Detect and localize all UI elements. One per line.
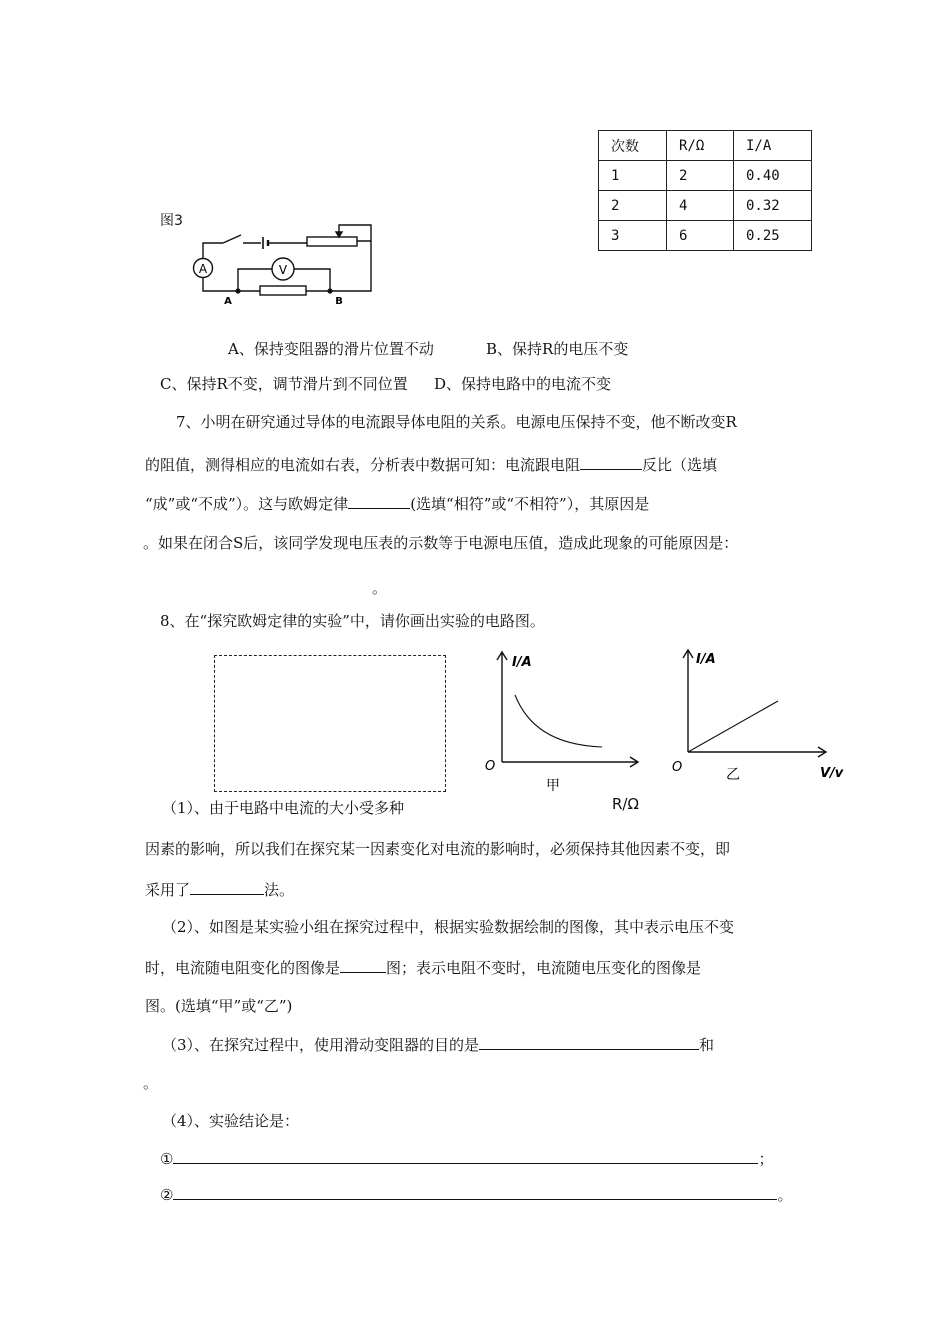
circuit-wire [238,269,272,291]
graph-jia-ylabel: I/A [512,655,532,670]
table-row [599,161,812,191]
voltmeter-label: V [278,263,288,277]
q7-text: “成”或“不成”）。这与欧姆定律 [145,495,349,513]
table-cell: 4 [667,191,734,221]
q7-text: (选填“相符”或“不相符”），其原因是 [410,495,650,513]
graph-yi-xlabel: V/v [820,766,844,781]
circuit-diagram [185,215,385,305]
answer-blank[interactable] [190,878,264,895]
q8-text: 时，电流随电阻变化的图像是 [145,959,341,977]
resistor-icon [260,286,306,295]
circuit-wire [294,269,330,291]
q8-text: ① [160,1150,174,1168]
q7-text: 的阻值，测得相应的电流如右表，分析表中数据可知：电流跟电阻 [145,456,581,474]
table-cell: 1 [599,161,667,191]
table-cell: 2 [667,161,734,191]
q8-p1-a: （1）、由于电路中电流的大小受多种 [162,799,405,817]
graph-yi-origin: O [672,760,683,775]
q8-text: 图；表示电阻不变时，电流随电压变化的图像是 [386,959,702,977]
graph-yi-ylabel: I/A [696,652,716,667]
q7-line3 [145,492,649,514]
circuit-wire [338,241,371,291]
rheostat-icon [307,237,357,246]
q8-text: 采用了 [145,881,191,899]
q8-p1-c [145,878,294,900]
q7-line4: 。如果在闭合S后，该同学发现电压表的示数等于电源电压值，造成此现象的可能原因是： [143,534,739,552]
conclusion-1 [160,1147,773,1169]
answer-blank[interactable] [173,1183,777,1200]
data-table [598,130,812,251]
conclusion-2 [160,1183,792,1205]
graph-yi [668,645,858,790]
table-cell: 2 [599,191,667,221]
q7-line5: 。 [372,579,388,597]
inverse-curve [515,695,602,747]
graph-jia-xlabel: R/Ω [612,795,639,813]
table-header: I/A [734,131,812,161]
graph-jia-origin: O [485,759,496,774]
answer-blank[interactable] [348,492,410,509]
option-b: B、保持R的电压不变 [486,340,629,358]
q8-text: ② [160,1186,174,1204]
q8-text: 。 [777,1186,793,1204]
q8-p1-b: 因素的影响，所以我们在探究某一因素变化对电流的影响时，必须保持其他因素不变，即 [145,840,731,858]
table-cell: 0.25 [734,221,812,251]
q7-text: 反比（选填 [642,456,718,474]
table-cell: 6 [667,221,734,251]
q8-p2-a: （2）、如图是某实验小组在探究过程中，根据实验数据绘制的图像，其中表示电压不变 [162,918,735,936]
table-cell: 0.40 [734,161,812,191]
answer-blank[interactable] [173,1147,758,1164]
q8-text: （3）、在探究过程中，使用滑动变阻器的目的是 [162,1036,480,1054]
q8-text: 和 [699,1036,715,1054]
q8-text: ； [758,1150,774,1168]
proportional-line [688,701,778,752]
graph-yi-name: 乙 [726,767,740,783]
q8-p2-c: 图。(选填“甲”或“乙”) [145,997,293,1015]
option-a: A、保持变阻器的滑片位置不动 [228,340,434,358]
table-row [599,191,812,221]
q8-p4: （4）、实验结论是： [162,1112,300,1130]
answer-blank[interactable] [580,453,642,470]
answer-blank[interactable] [479,1033,699,1050]
option-c: C、保持R不变，调节滑片到不同位置 [160,375,408,393]
q7-line1: 7、小明在研究通过导体的电流跟导体电阻的关系。电源电压保持不变，他不断改变R [176,413,737,431]
table-header: 次数 [599,131,667,161]
q8-p2-b [145,956,701,978]
q8-p3-c: 。 [143,1074,159,1092]
q7-line2 [145,453,717,475]
point-a-label: A [224,296,232,305]
option-d: D、保持电路中的电流不变 [434,375,612,393]
point-b-label: B [335,296,343,305]
figure3-label: 图3 [160,213,183,229]
switch-icon [223,235,241,243]
graph-jia [482,650,642,800]
ammeter-label: A [198,262,208,276]
slider-wire [339,225,371,241]
table-header-row [599,131,812,161]
circuit-wire [203,277,230,291]
q8-intro: 8、在“探究欧姆定律的实验”中，请你画出实验的电路图。 [160,612,545,630]
q8-text: 法。 [264,881,295,899]
q8-p3 [162,1033,714,1055]
graph-jia-name: 甲 [546,778,560,794]
table-row [599,221,812,251]
circuit-drawing-box[interactable] [214,655,446,792]
table-cell: 0.32 [734,191,812,221]
answer-blank[interactable] [340,956,386,973]
circuit-wire [203,243,223,259]
table-header: R/Ω [667,131,734,161]
table-cell: 3 [599,221,667,251]
